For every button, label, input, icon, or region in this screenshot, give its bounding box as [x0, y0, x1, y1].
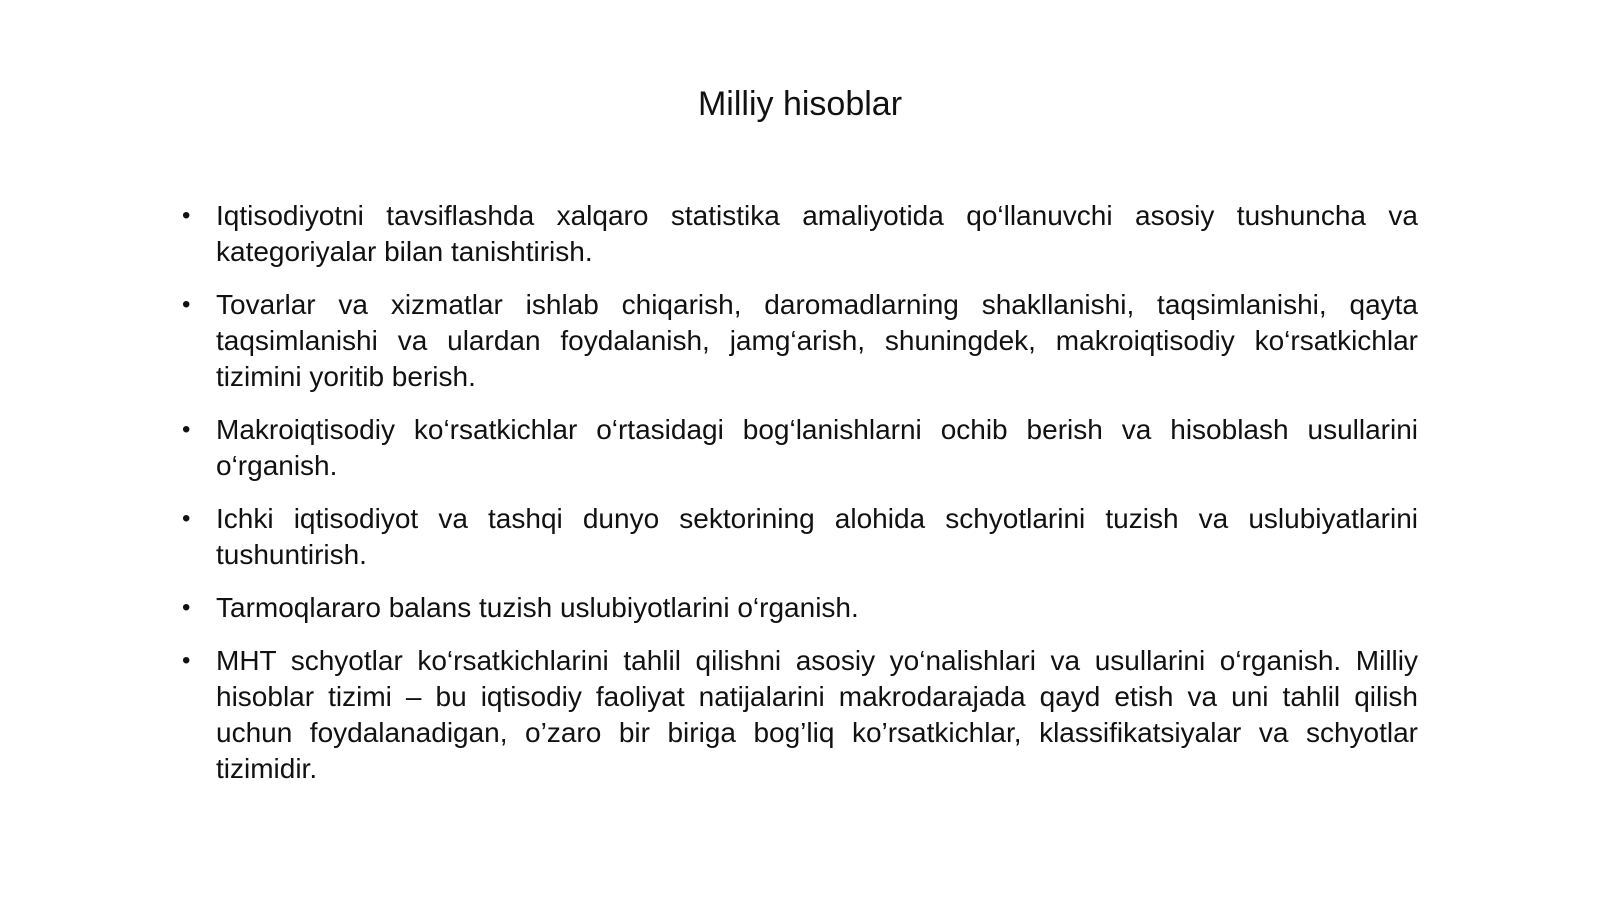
bullet-icon: •	[182, 505, 191, 532]
bullet-item	[178, 198, 1418, 270]
bullet-icon: •	[182, 647, 191, 674]
bullet-icon: •	[182, 594, 191, 621]
bullet-text: Tarmoqlararo balans tuzish uslubiyotlarini o‘rganish.	[216, 592, 859, 623]
bullet-text: MHT schyotlar ko‘rsatkichlarini tahlil qilishni asosiy yo‘nalishlari va usullarini o‘rganish. Milliy hisoblar tizimi – bu iqtisodiy faoliyat natijalarini makrodarajada qayd etish va uni tahlil qilish uchun foydalanadigan, o’zaro bir biriga bog’liq ko’rsatkichlar, klassifikatsiyalar va schyotlar tizimidir.	[216, 645, 1418, 784]
bullet-text: Ichki iqtisodiyot va tashqi dunyo sektorining alohida schyotlarini tuzish va uslubiyatlarini tushuntirish.	[216, 503, 1418, 570]
bullet-text: Tovarlar va xizmatlar ishlab chiqarish, daromadlarning shakllanishi, taqsimlanishi, qayta taqsimlanishi va ulardan foydalanish, jamg‘arish, shuningdek, makroiqtisodiy ko‘rsatkichlar tizimini yoritib berish.	[216, 289, 1418, 392]
bullet-item	[178, 643, 1418, 787]
bullet-icon: •	[182, 416, 191, 443]
bullet-text: Makroiqtisodiy ko‘rsatkichlar o‘rtasidagi bog‘lanishlarni ochib berish va hisoblash usullarini o‘rganish.	[216, 414, 1418, 481]
bullet-item	[178, 287, 1418, 395]
bullet-item	[178, 590, 1418, 626]
bullet-icon: •	[182, 202, 191, 229]
bullet-icon: •	[182, 291, 191, 318]
slide-title: Milliy hisoblar	[697, 85, 903, 123]
bullet-item	[178, 412, 1418, 484]
bullet-text: Iqtisodiyotni tavsiflashda xalqaro statistika amaliyotida qo‘llanuvchi asosiy tushuncha va kategoriyalar bilan tanishtirish.	[216, 200, 1418, 267]
bullet-item	[178, 501, 1418, 573]
bullet-list	[178, 198, 1418, 804]
